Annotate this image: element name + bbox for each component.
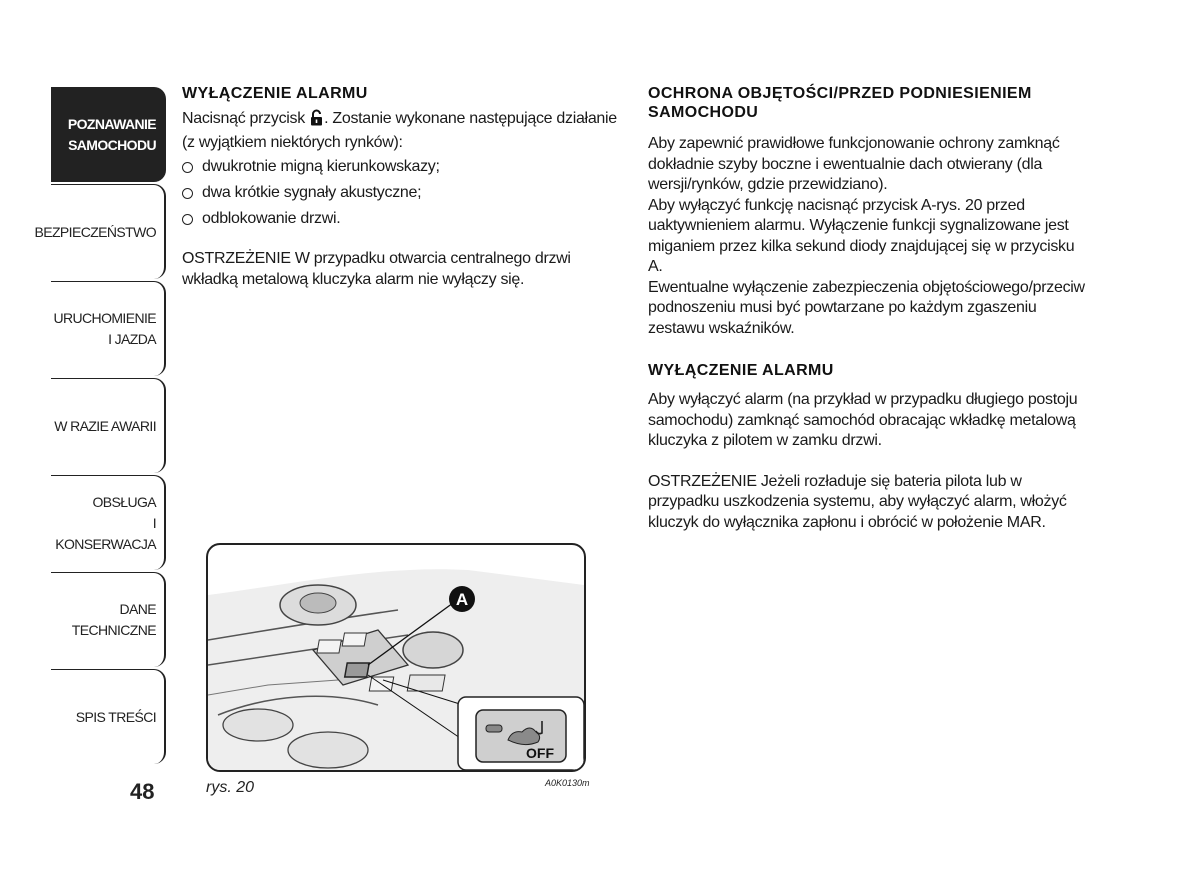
tab-label: W RAZIE AWARII [54, 417, 156, 434]
figure-caption: rys. 20 [206, 779, 255, 796]
tab-label: POZNAWANIE SAMOCHODU [67, 116, 156, 153]
left-column [182, 84, 622, 290]
action-list [182, 154, 622, 232]
overhead-console-drawing [208, 545, 584, 770]
paragraph: Aby zapewnić prawidłowe funkcjonowanie ochrony zamknąć dokładnie szyby boczne i ewentualnie dach otwierany (dla wersji/rynków, gdzie przewidziano). [648, 135, 1060, 193]
page-number: 48 [130, 779, 155, 804]
bullet-icon [182, 214, 193, 225]
tab-uruchomienie-i-jazda[interactable] [51, 281, 166, 376]
tab-poznawanie-samochodu[interactable] [51, 87, 166, 182]
tab-spis-tresci[interactable] [51, 669, 166, 764]
callout-a: A [455, 590, 469, 609]
tab-dane-techniczne[interactable] [51, 572, 166, 667]
bullet-icon [182, 162, 193, 173]
figure-code: A0K0130m [545, 778, 590, 788]
tab-label: OBSŁUGA I KONSERWACJA [55, 493, 156, 552]
section-heading: WYŁĄCZENIE ALARMU [182, 85, 368, 102]
paragraph: Aby wyłączyć alarm (na przykład w przypadku długiego postoju samochodu) zamknąć samochód obracając wkładkę metalową kluczyka z pilotem w zamku drzwi. [648, 391, 1078, 449]
paragraph: Ewentualne wyłączenie zabezpieczenia objętościowego/przeciw podnoszeniu musi być powtarzane po każdym zgaszeniu zestawu wskaźników. [648, 278, 1085, 337]
chapter-tabs [34, 87, 166, 766]
warning-note: OSTRZEŻENIE W przypadku otwarcia centralnego drzwi wkładką metalową kluczyka alarm nie wyłączy się. [182, 250, 571, 288]
tab-label: SPIS TREŚCI [75, 708, 156, 725]
tab-bezpieczenstwo[interactable] [34, 184, 166, 279]
paragraph: Aby wyłączyć funkcję nacisnąć przycisk A-rys. 20 przed uaktywnieniem alarmu. Wyłączenie funkcji sygnalizowane jest miganiem przez kilka sekund diody znajdującej się w przycisku A. [648, 196, 1075, 275]
list-item: dwukrotnie migną kierunkowskazy; [182, 154, 622, 180]
figure-illustration [206, 543, 586, 772]
tab-label: DANE TECHNICZNE [71, 601, 156, 638]
warning-note: OSTRZEŻENIE Jeżeli rozładuje się bateria pilota lub w przypadku uszkodzenia systemu, aby wyłączyć alarm, włożyć kluczyk do wyłącznika zapłonu i obrócić w położenie MAR. [648, 472, 1067, 531]
section-heading: OCHRONA OBJĘTOŚCI/PRZED PODNIESIENIEM SAMOCHODU [648, 85, 1032, 121]
tab-obsluga-i-konserwacja[interactable] [51, 475, 166, 570]
list-item: dwa krótkie sygnały akustyczne; [182, 180, 622, 206]
intro-paragraph: Nacisnąć przycisk . Zostanie wykonane następujące działanie (z wyjątkiem niektórych rynków): [182, 110, 617, 151]
list-item: odblokowanie drzwi. [182, 206, 622, 232]
tab-w-razie-awarii[interactable] [51, 378, 166, 473]
right-column [648, 84, 1088, 533]
bullet-icon [182, 188, 193, 199]
padlock-icon [310, 109, 323, 133]
section-heading: WYŁĄCZENIE ALARMU [648, 362, 834, 379]
tab-label: BEZPIECZEŃSTWO [34, 223, 156, 240]
tab-label: URUCHOMIENIE I JAZDA [53, 310, 156, 347]
off-label: OFF [526, 745, 554, 761]
